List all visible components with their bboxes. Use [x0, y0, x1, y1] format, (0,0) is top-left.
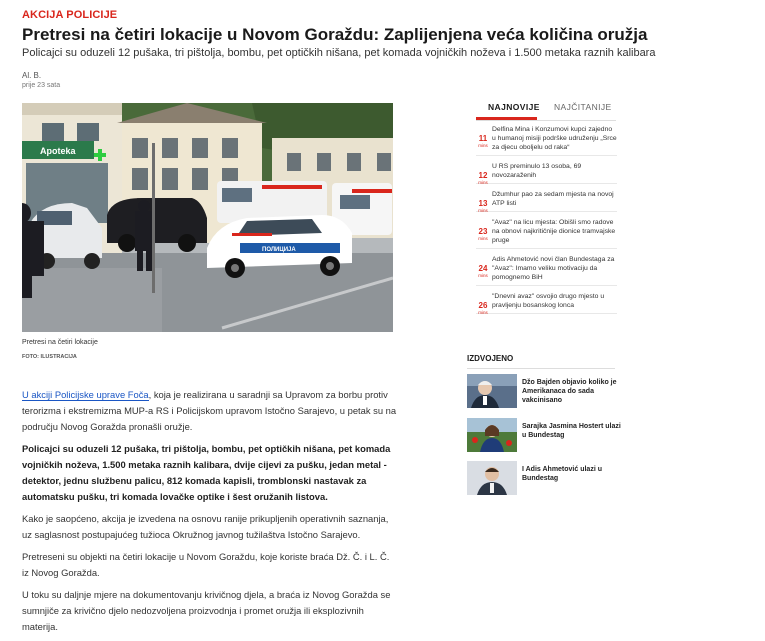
news-minutes: 23 [478, 227, 488, 236]
article-author[interactable]: Al. B. [22, 71, 42, 80]
police-scene-image [22, 103, 393, 332]
featured-thumbnail[interactable] [467, 418, 517, 452]
biden-photo [467, 374, 517, 408]
article-paragraph: U toku su daljnje mjere na dokumentovanju krivičnog djela, a braća iz Novog Goražda se sumnjiče za krivično djelo nedozvoljena proizvodnja i promet oružja ili eksplozivnih materija. [22, 589, 391, 632]
article-photo[interactable] [22, 103, 393, 332]
news-minutes-unit: mins [478, 180, 488, 185]
tab-najnovije[interactable]: NAJNOVIJE [488, 102, 540, 112]
news-item[interactable] [476, 292, 617, 314]
featured-thumbnail[interactable] [467, 461, 517, 495]
photo-caption: Pretresi na četiri lokacije [22, 339, 98, 346]
hostert-photo [467, 418, 517, 452]
article-lead: Policajci su oduzeli 12 pušaka, tri pištolja, bombu, pet optičkih nišana, pet komada vojničkih noževa i 1.500 metaka raznih kalibara [22, 47, 656, 59]
tab-najcitanije[interactable]: NAJČITANIJE [554, 102, 612, 112]
news-minutes-unit: mins [478, 236, 488, 241]
news-title[interactable]: "Avaz" na licu mjesta: Obišli smo radove na obnovi najkritičnije dionice tramvajske pruge [492, 219, 616, 244]
news-minutes: 12 [478, 171, 488, 180]
featured-heading: IZDVOJENO [467, 354, 514, 363]
publish-time: prije 23 sata [22, 82, 61, 89]
article-paragraph: Kako je saopćeno, akcija je izvedena na osnovu ranije prikupljenih operativnih saznanja, uz saglasnost postupajućeg tužioca Okružnog javnog tužilaštva Istočno Sarajevo. [22, 513, 389, 540]
active-tab-indicator [476, 117, 537, 120]
article-paragraph-bold: Policajci su oduzeli 12 pušaka, tri pištolja, bombu, pet optičkih nišana, pet komada vojničkih noževa, 1.500 metaka raznih kalibara, dvije cijevi za pušku, jedan metal - detektor, jednu službenu palicu, 812 komada kapisli, tromblonski nastavak za automatsku pušku, tri komada lovačke optike i šest oružanih listova. [22, 443, 391, 502]
paragraph-text: , koja je realizirana u saradnji sa Upravom za borbu protiv terorizma i ekstremizma MUP-a RS i Policijskom upravom Istočno Sarajevo, u petak su na području Novog Goražda pronašli oružje. [22, 389, 397, 432]
divider [467, 368, 615, 369]
featured-thumbnail[interactable] [467, 374, 517, 408]
news-minutes: 11 [478, 134, 488, 143]
news-item[interactable] [476, 190, 617, 212]
news-title[interactable]: U RS preminulo 13 osoba, 69 novozaraženih [492, 163, 582, 179]
news-item[interactable] [476, 255, 617, 286]
news-item[interactable] [476, 162, 617, 184]
featured-title[interactable]: Džo Bajden objavio koliko je Amerikanaca do sada vakcinisano [522, 379, 617, 404]
news-item[interactable] [476, 218, 617, 249]
ahmetovic-photo [467, 461, 517, 495]
featured-title[interactable]: Sarajka Jasmina Hostert ulazi u Bundestag [522, 423, 621, 439]
article-paragraph: Pretreseni su objekti na četiri lokacije u Novom Goraždu, koje koriste braća Dž. Č. i L. Č. iz Novog Goražda. [22, 551, 390, 578]
news-minutes: 24 [478, 264, 488, 273]
photo-credit: FOTO: ILUSTRACIJA [22, 354, 77, 360]
news-title[interactable]: Džumhur pao za sedam mjesta na novoj ATP listi [492, 191, 614, 207]
news-minutes: 13 [478, 199, 488, 208]
news-minutes: 26 [478, 301, 488, 310]
news-title[interactable]: Delfina Mina i Konzumovi kupci zajedno u humanoj misiji podrške udruženju „Srce za djecu oboljelu od raka“ [492, 126, 617, 151]
featured-title[interactable]: I Adis Ahmetović ulazi u Bundestag [522, 466, 602, 482]
police-car-text: ПОЛИЦИЈА [262, 247, 296, 253]
article-body [22, 387, 397, 641]
featured-item[interactable] [467, 374, 627, 408]
featured-item[interactable] [467, 418, 627, 452]
police-link[interactable]: U akciji Policijske uprave Foča [22, 389, 149, 400]
news-minutes-unit: mins [478, 273, 488, 278]
article-paragraph [22, 387, 397, 435]
news-item[interactable] [476, 125, 617, 156]
pharmacy-sign-text: Apoteka [40, 146, 76, 156]
news-minutes-unit: mins [478, 143, 488, 148]
news-title[interactable]: Adis Ahmetović novi član Bundestaga za "Avaz": Imamo veliku motivaciju da pomognemo BiH [492, 256, 615, 281]
news-minutes-unit: mins [478, 310, 488, 315]
latest-news-list [476, 125, 617, 320]
news-minutes-unit: mins [478, 208, 488, 213]
news-title[interactable]: "Dnevni avaz" osvojio drugo mjesto u pravljenju bosanskog lonca [492, 293, 605, 309]
featured-item[interactable] [467, 461, 627, 495]
article-category[interactable]: AKCIJA POLICIJE [22, 9, 118, 21]
article-title: Pretresi na četiri lokacije u Novom Goraždu: Zaplijenjena veća količina oružja [22, 25, 648, 44]
